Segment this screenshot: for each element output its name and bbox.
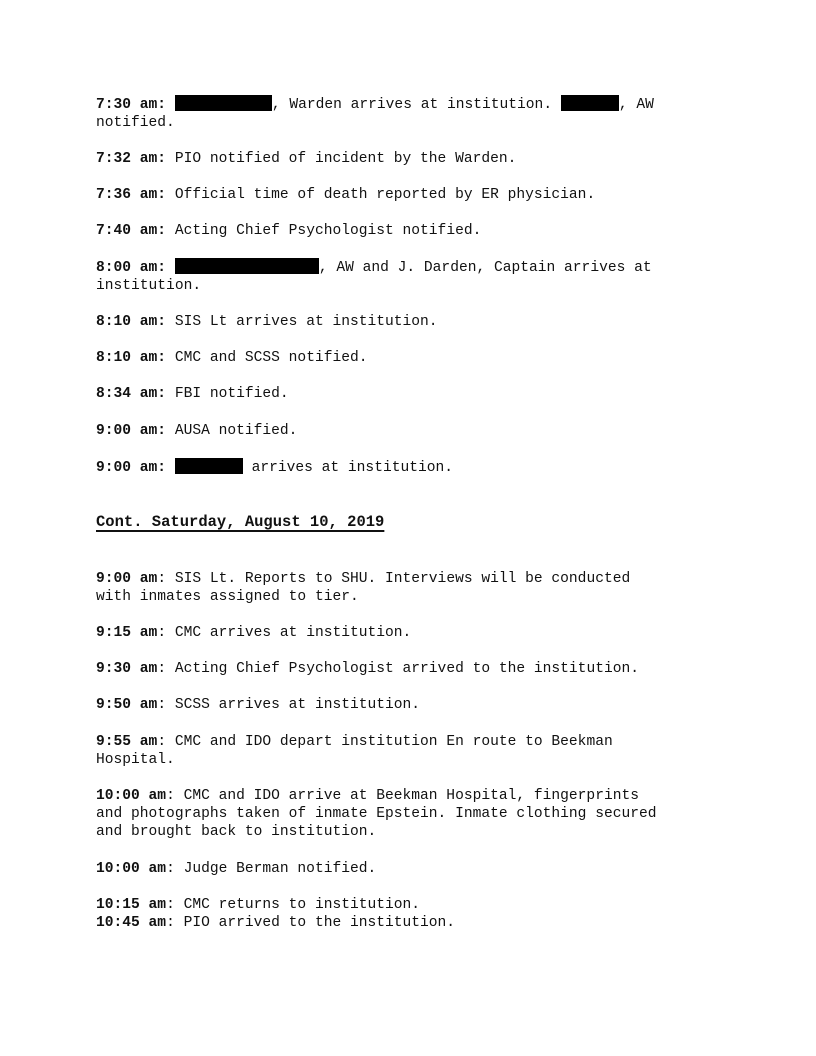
timeline-entry bbox=[96, 150, 736, 168]
entry-time: 10:00 am bbox=[96, 788, 167, 804]
entry-time: 7:30 am: bbox=[96, 97, 167, 113]
entry-time: 9:00 am bbox=[96, 571, 158, 587]
timeline-entry bbox=[96, 313, 736, 331]
entry-text: : Judge Berman notified. bbox=[166, 861, 377, 877]
entry-time: 9:15 am bbox=[96, 625, 158, 641]
entry-time: 7:36 am: bbox=[96, 187, 167, 203]
entry-time: 7:40 am: bbox=[96, 223, 167, 239]
timeline-entry bbox=[96, 660, 736, 678]
entry-text: arrives at institution. bbox=[242, 460, 454, 476]
entry-text: AUSA notified. bbox=[174, 423, 298, 439]
timeline-entry bbox=[96, 733, 736, 769]
timeline-entry bbox=[96, 860, 736, 878]
entry-time: 9:30 am bbox=[96, 661, 158, 677]
entry-time: 8:10 am: bbox=[96, 350, 167, 366]
entry-time: 9:00 am: bbox=[96, 460, 167, 476]
entry-time: 9:00 am: bbox=[96, 423, 167, 439]
entry-text: : CMC and IDO arrive at Beekman Hospital, fingerprints and photographs taken of inmate Epstein. Inmate clothing secured and brought back to institution. bbox=[96, 788, 657, 840]
entry-text: SIS Lt arrives at institution. bbox=[174, 314, 438, 330]
timeline-entry bbox=[96, 95, 736, 132]
entry-time: 9:50 am bbox=[96, 697, 158, 713]
timeline-entry bbox=[96, 787, 736, 841]
entry-text: : SIS Lt. Reports to SHU. Interviews will be conducted with inmates assigned to tier. bbox=[96, 571, 631, 605]
entry-text: : SCSS arrives at institution. bbox=[157, 697, 421, 713]
timeline-entry bbox=[96, 258, 736, 295]
redaction-block bbox=[175, 95, 272, 111]
timeline-entry bbox=[96, 570, 736, 606]
entry-text: : PIO arrived to the institution. bbox=[166, 915, 456, 931]
timeline-entry bbox=[96, 696, 736, 714]
timeline-entry bbox=[96, 896, 736, 914]
entry-text: , AW and J. Darden, Captain arrives at institution. bbox=[96, 260, 652, 294]
timeline-entry bbox=[96, 385, 736, 403]
entry-time: 10:45 am bbox=[96, 915, 167, 931]
entry-text: PIO notified of incident by the Warden. bbox=[174, 151, 517, 167]
redaction-block bbox=[561, 95, 619, 111]
timeline-entry bbox=[96, 349, 736, 367]
entry-time: 9:55 am bbox=[96, 734, 158, 750]
entry-time: 10:00 am bbox=[96, 861, 167, 877]
entry-time: 7:32 am: bbox=[96, 151, 167, 167]
entry-text: , Warden arrives at institution. bbox=[271, 97, 561, 113]
timeline-entry bbox=[96, 624, 736, 642]
entry-time: 10:15 am bbox=[96, 897, 167, 913]
entry-text: , AW notified. bbox=[96, 97, 654, 131]
section-heading: Cont. Saturday, August 10, 2019 bbox=[96, 513, 385, 531]
entry-text: Acting Chief Psychologist notified. bbox=[174, 223, 482, 239]
entry-text: : Acting Chief Psychologist arrived to the institution. bbox=[157, 661, 639, 677]
timeline-entry bbox=[96, 914, 736, 932]
entry-time: 8:10 am: bbox=[96, 314, 167, 330]
entry-text: : CMC returns to institution. bbox=[166, 897, 421, 913]
timeline-entry bbox=[96, 222, 736, 240]
entry-text: FBI notified. bbox=[174, 386, 289, 402]
entry-time: 8:00 am: bbox=[96, 260, 167, 276]
entry-time: 8:34 am: bbox=[96, 386, 167, 402]
entry-text: : CMC and IDO depart institution En route to Beekman Hospital. bbox=[96, 734, 613, 768]
entry-text: Official time of death reported by ER physician. bbox=[174, 187, 596, 203]
entry-text: : CMC arrives at institution. bbox=[157, 625, 412, 641]
entry-text: CMC and SCSS notified. bbox=[174, 350, 368, 366]
redaction-block bbox=[175, 458, 243, 474]
timeline-entry bbox=[96, 458, 736, 477]
timeline-entry bbox=[96, 186, 736, 204]
redaction-block bbox=[175, 258, 319, 274]
timeline-entry bbox=[96, 422, 736, 440]
